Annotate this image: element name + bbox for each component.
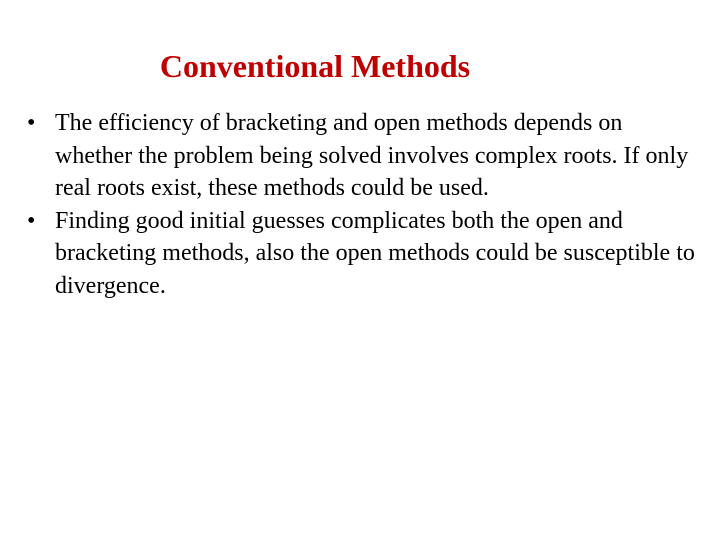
bullet-icon: • <box>27 207 36 234</box>
bullet-icon: • <box>27 110 36 136</box>
bullet-text: Finding good initial guesses complicates both the open and bracketing methods, also the open methods could be susceptible to divergence. <box>55 207 695 299</box>
bullet-list <box>27 107 697 302</box>
slide-title: Conventional Methods <box>159 48 471 84</box>
bullet-text: The efficiency of bracketing and open methods depends on whether the problem being solved involves complex roots. If only real roots exist, these methods could be used. <box>55 110 689 201</box>
bullet-item <box>27 205 697 303</box>
bullet-item <box>27 107 697 205</box>
